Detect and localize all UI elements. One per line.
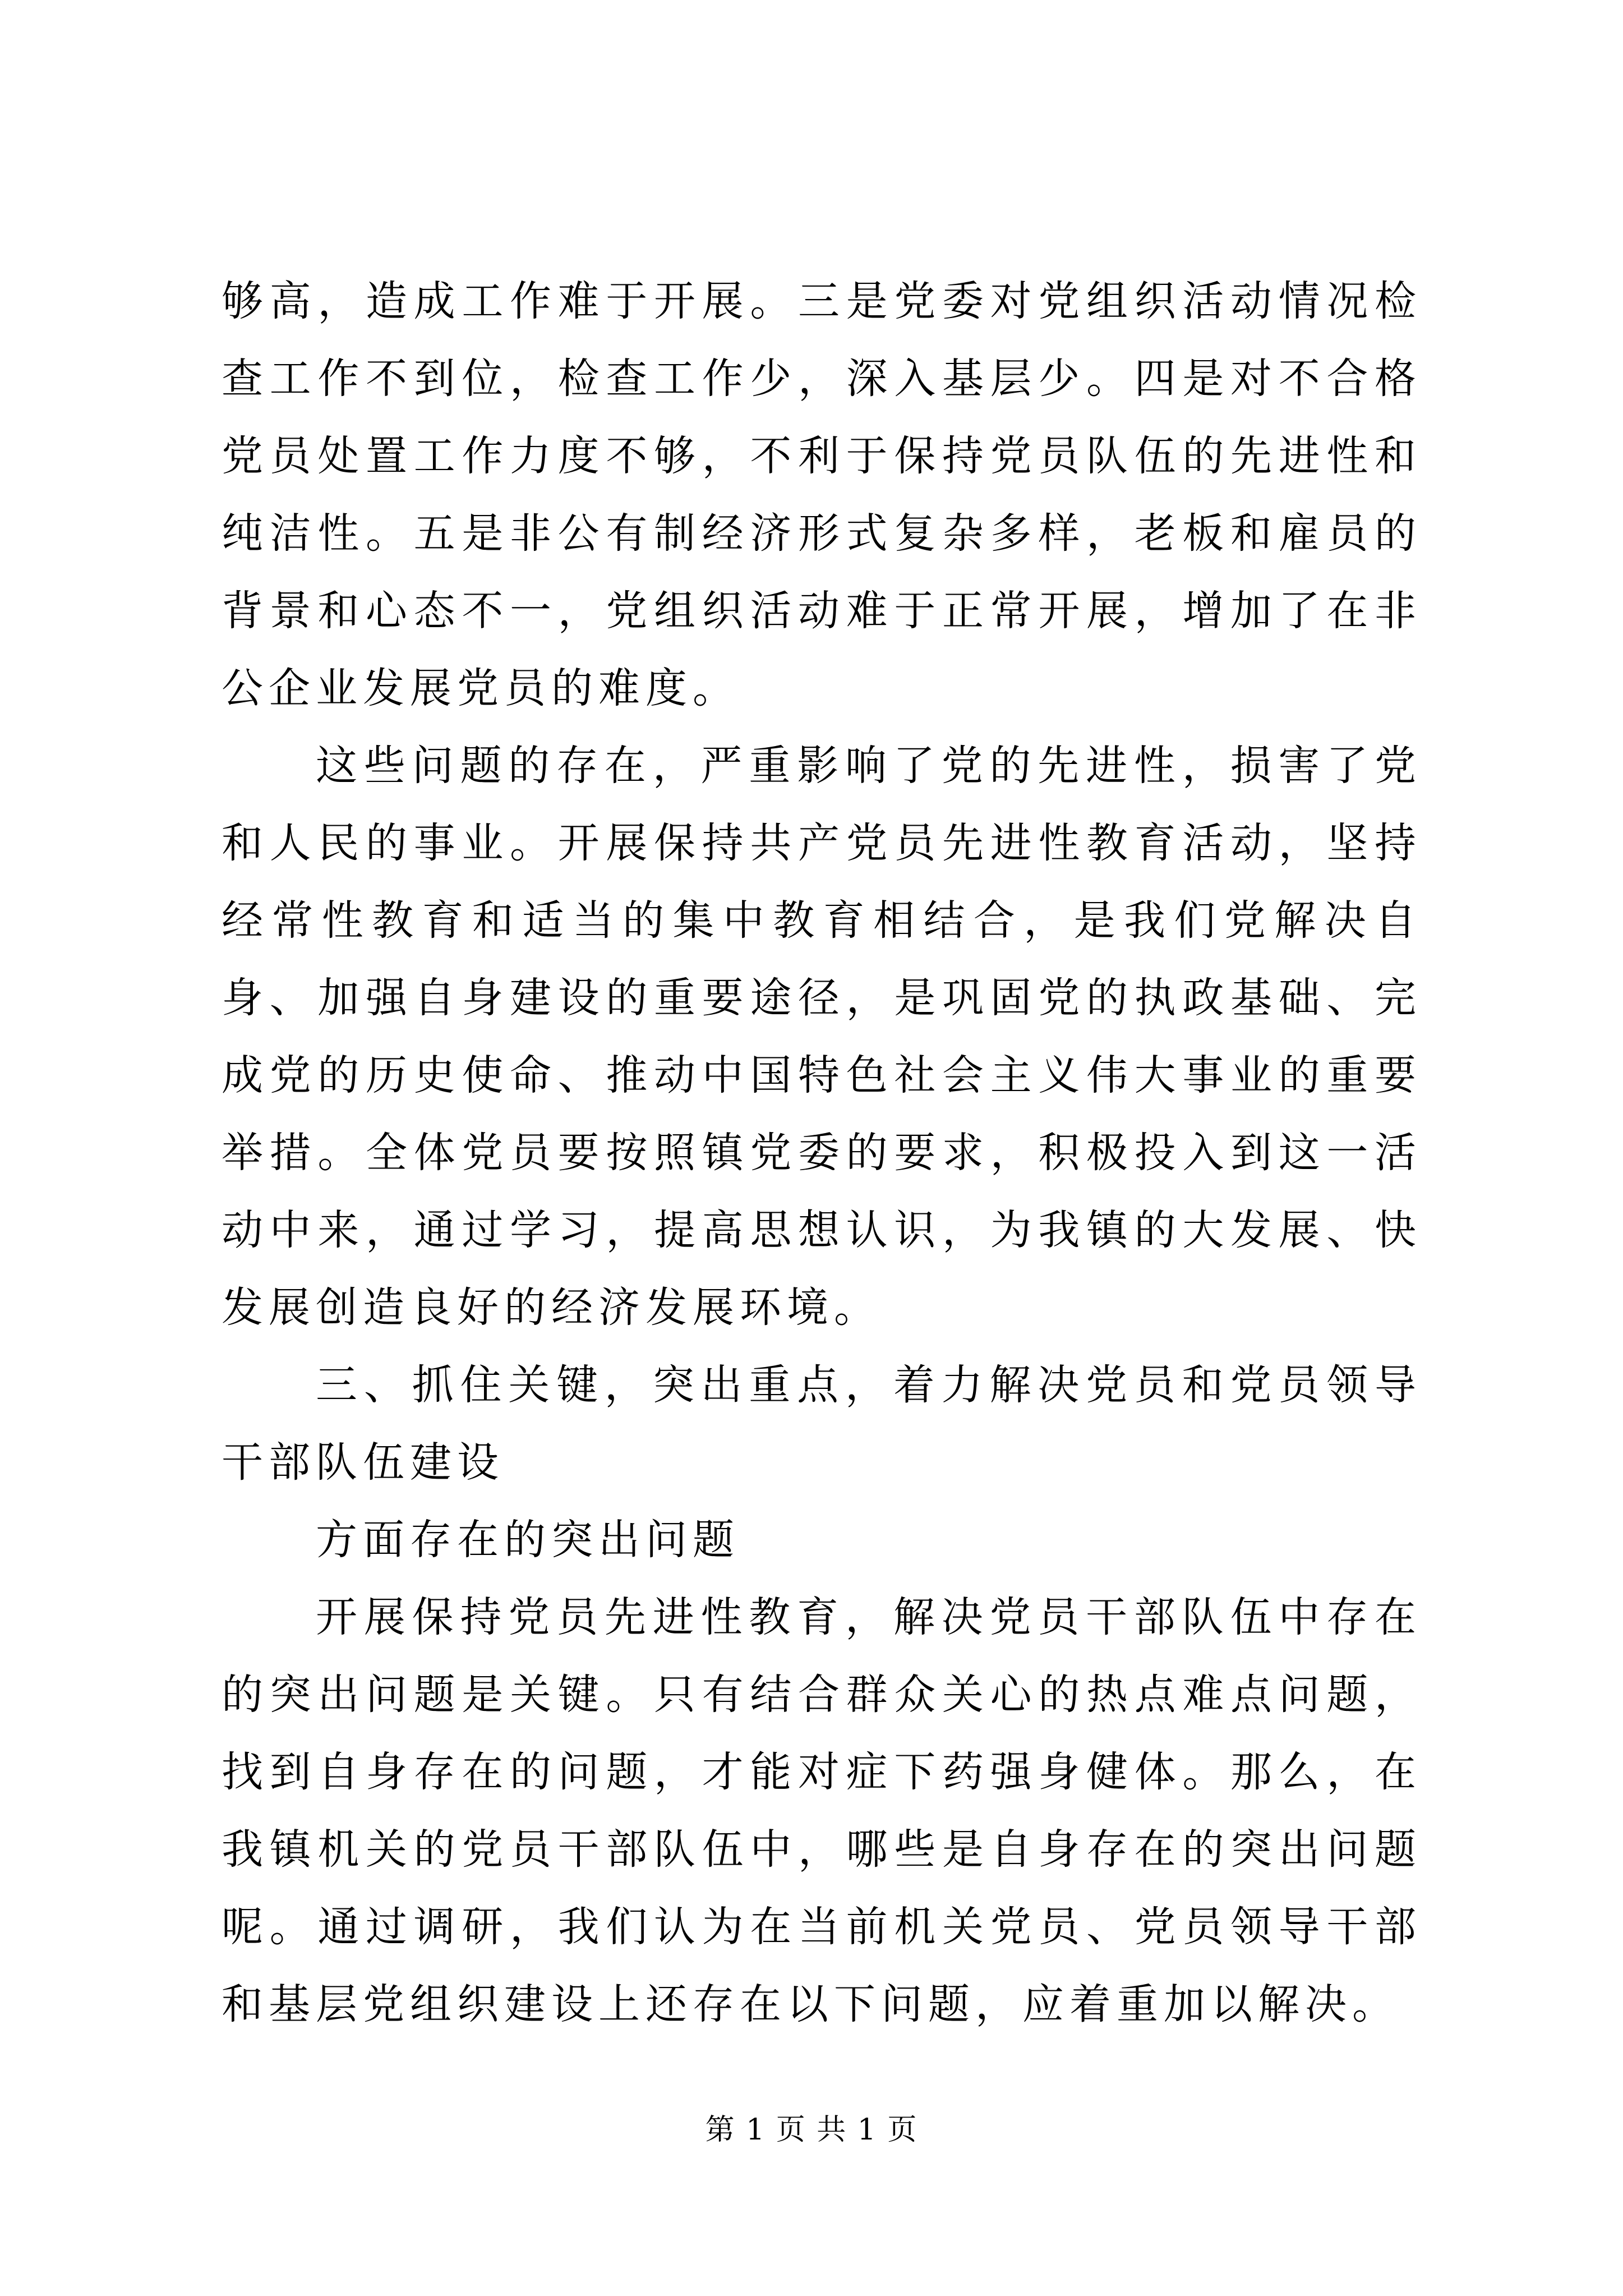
- page-footer: 第 1 页 共 1 页: [705, 2113, 918, 2147]
- section-heading-continuation: 方面存在的突出问题: [316, 1516, 740, 1564]
- document-body: [222, 263, 1422, 2043]
- paragraph: 开展保持党员先进性教育，解决党员干部队伍中存在的突出问题是关键。只有结合群众关心的热点难点问题，找到自身存在的问题，才能对症下药强身健体。那么，在我镇机关的党员干部队伍中，哪些是自身存在的突出问题呢。通过调研，我们认为在当前机关党员、党员领导干部和基层党组织建设上还存在以下问题，应着重加以解决。: [222, 1593, 1422, 2028]
- paragraph-continuation: 够高，造成工作难于开展。三是党委对党组织活动情况检查工作不到位，检查工作少，深入基层少。四是对不合格党员处置工作力度不够，不利于保持党员队伍的先进性和纯洁性。五是非公有制经济形式复杂多样，老板和雇员的背景和心态不一，党组织活动难于正常开展，增加了在非公企业发展党员的难度。: [222, 277, 1422, 712]
- section-heading: 三、抓住关键，突出重点，着力解决党员和党员领导干部队伍建设: [222, 1361, 1422, 1487]
- paragraph: 这些问题的存在，严重影响了党的先进性，损害了党和人民的事业。开展保持共产党员先进性教育活动，坚持经常性教育和适当的集中教育相结合，是我们党解决自身、加强自身建设的重要途径，是巩固党的执政基础、完成党的历史使命、推动中国特色社会主义伟大事业的重要举措。全体党员要按照镇党委的要求，积极投入到这一活动中来，通过学习，提高思想认识，为我镇的大发展、快发展创造良好的经济发展环境。: [222, 742, 1422, 1332]
